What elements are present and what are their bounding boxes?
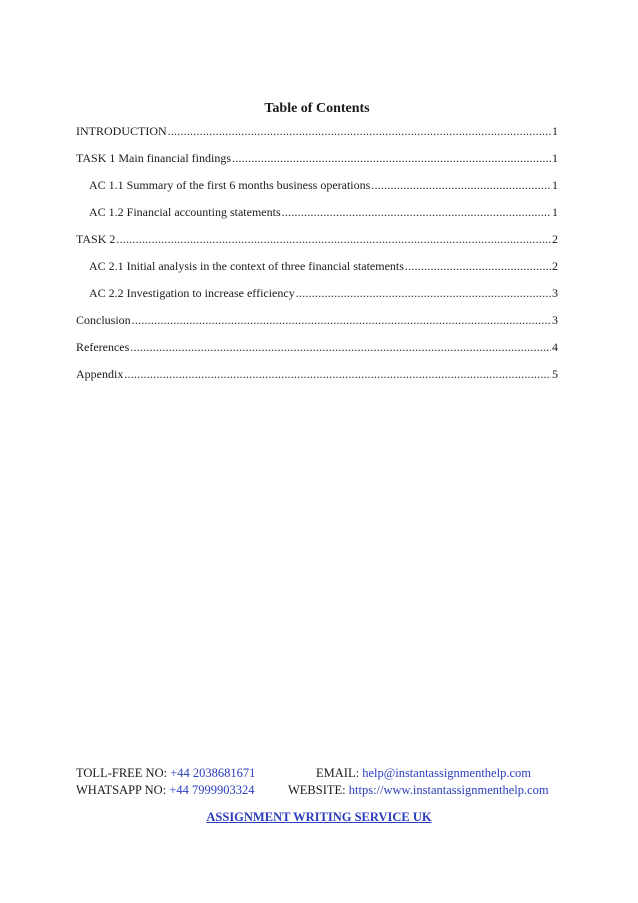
toc-page-number: 1 <box>552 178 558 192</box>
website-url[interactable]: https://www.instantassignmenthelp.com <box>348 783 549 797</box>
toc-entry-ac11[interactable] <box>89 176 558 194</box>
toc-leader-dots <box>296 284 551 302</box>
toc-leader-dots <box>168 122 551 140</box>
toc-entry-references[interactable] <box>76 338 558 356</box>
toc-page-number: 2 <box>552 259 558 273</box>
toc-title: Table of Contents <box>264 101 370 116</box>
toc-leader-dots <box>232 149 551 167</box>
tollfree-number[interactable]: +44 2038681671 <box>170 766 256 780</box>
toc-page-number: 2 <box>552 232 558 246</box>
toc-page-number: 5 <box>552 367 558 381</box>
toc-entry-text: Conclusion <box>76 313 131 327</box>
email-label: EMAIL: <box>316 766 360 780</box>
whatsapp-label: WHATSAPP NO: <box>76 783 167 797</box>
footer-contact-line-1 <box>76 765 561 781</box>
toc-entry-task1[interactable] <box>76 149 558 167</box>
email-address[interactable]: help@instantassignmenthelp.com <box>362 766 531 780</box>
toc-entry-appendix[interactable] <box>76 365 558 383</box>
whatsapp-number[interactable]: +44 7999903324 <box>169 783 255 797</box>
toc-entry-text: References <box>76 340 130 354</box>
toc-leader-dots <box>282 203 551 221</box>
toc-page-number: 3 <box>552 286 558 300</box>
toc-page-number: 1 <box>552 124 558 138</box>
toc-entry-introduction[interactable] <box>76 122 558 140</box>
toc-page-number: 3 <box>552 313 558 327</box>
toc-entry-text: AC 2.2 Investigation to increase efficiency <box>89 286 295 300</box>
toc-leader-dots <box>371 176 551 194</box>
website-label: WEBSITE: <box>288 783 346 797</box>
toc-entry-task2[interactable] <box>76 230 558 248</box>
toc-leader-dots <box>132 311 551 329</box>
toc-page-number: 1 <box>552 205 558 219</box>
toc-entry-ac21[interactable] <box>89 257 558 275</box>
toc-entry-text: INTRODUCTION <box>76 124 167 138</box>
toc-leader-dots <box>405 257 551 275</box>
toc-entry-conclusion[interactable] <box>76 311 558 329</box>
toc-page-number: 1 <box>552 151 558 165</box>
tollfree-label: TOLL-FREE NO: <box>76 766 168 780</box>
toc-entry-text: AC 1.1 Summary of the first 6 months business operations <box>89 178 371 192</box>
toc-entry-ac12[interactable] <box>89 203 558 221</box>
toc-leader-dots <box>130 338 551 356</box>
toc-leader-dots <box>124 365 551 383</box>
footer-contact-line-2 <box>76 782 561 798</box>
toc-entry-text: TASK 1 Main financial findings <box>76 151 232 165</box>
toc-entry-text: Appendix <box>76 367 124 381</box>
toc-entry-ac22[interactable] <box>89 284 558 302</box>
toc-leader-dots <box>116 230 551 248</box>
toc-entry-text: TASK 2 <box>76 232 116 246</box>
toc-entry-text: AC 1.2 Financial accounting statements <box>89 205 281 219</box>
toc-entry-text: AC 2.1 Initial analysis in the context of three financial statements <box>89 259 404 273</box>
service-banner-link[interactable]: ASSIGNMENT WRITING SERVICE UK <box>206 810 432 824</box>
toc-page-number: 4 <box>552 340 558 354</box>
